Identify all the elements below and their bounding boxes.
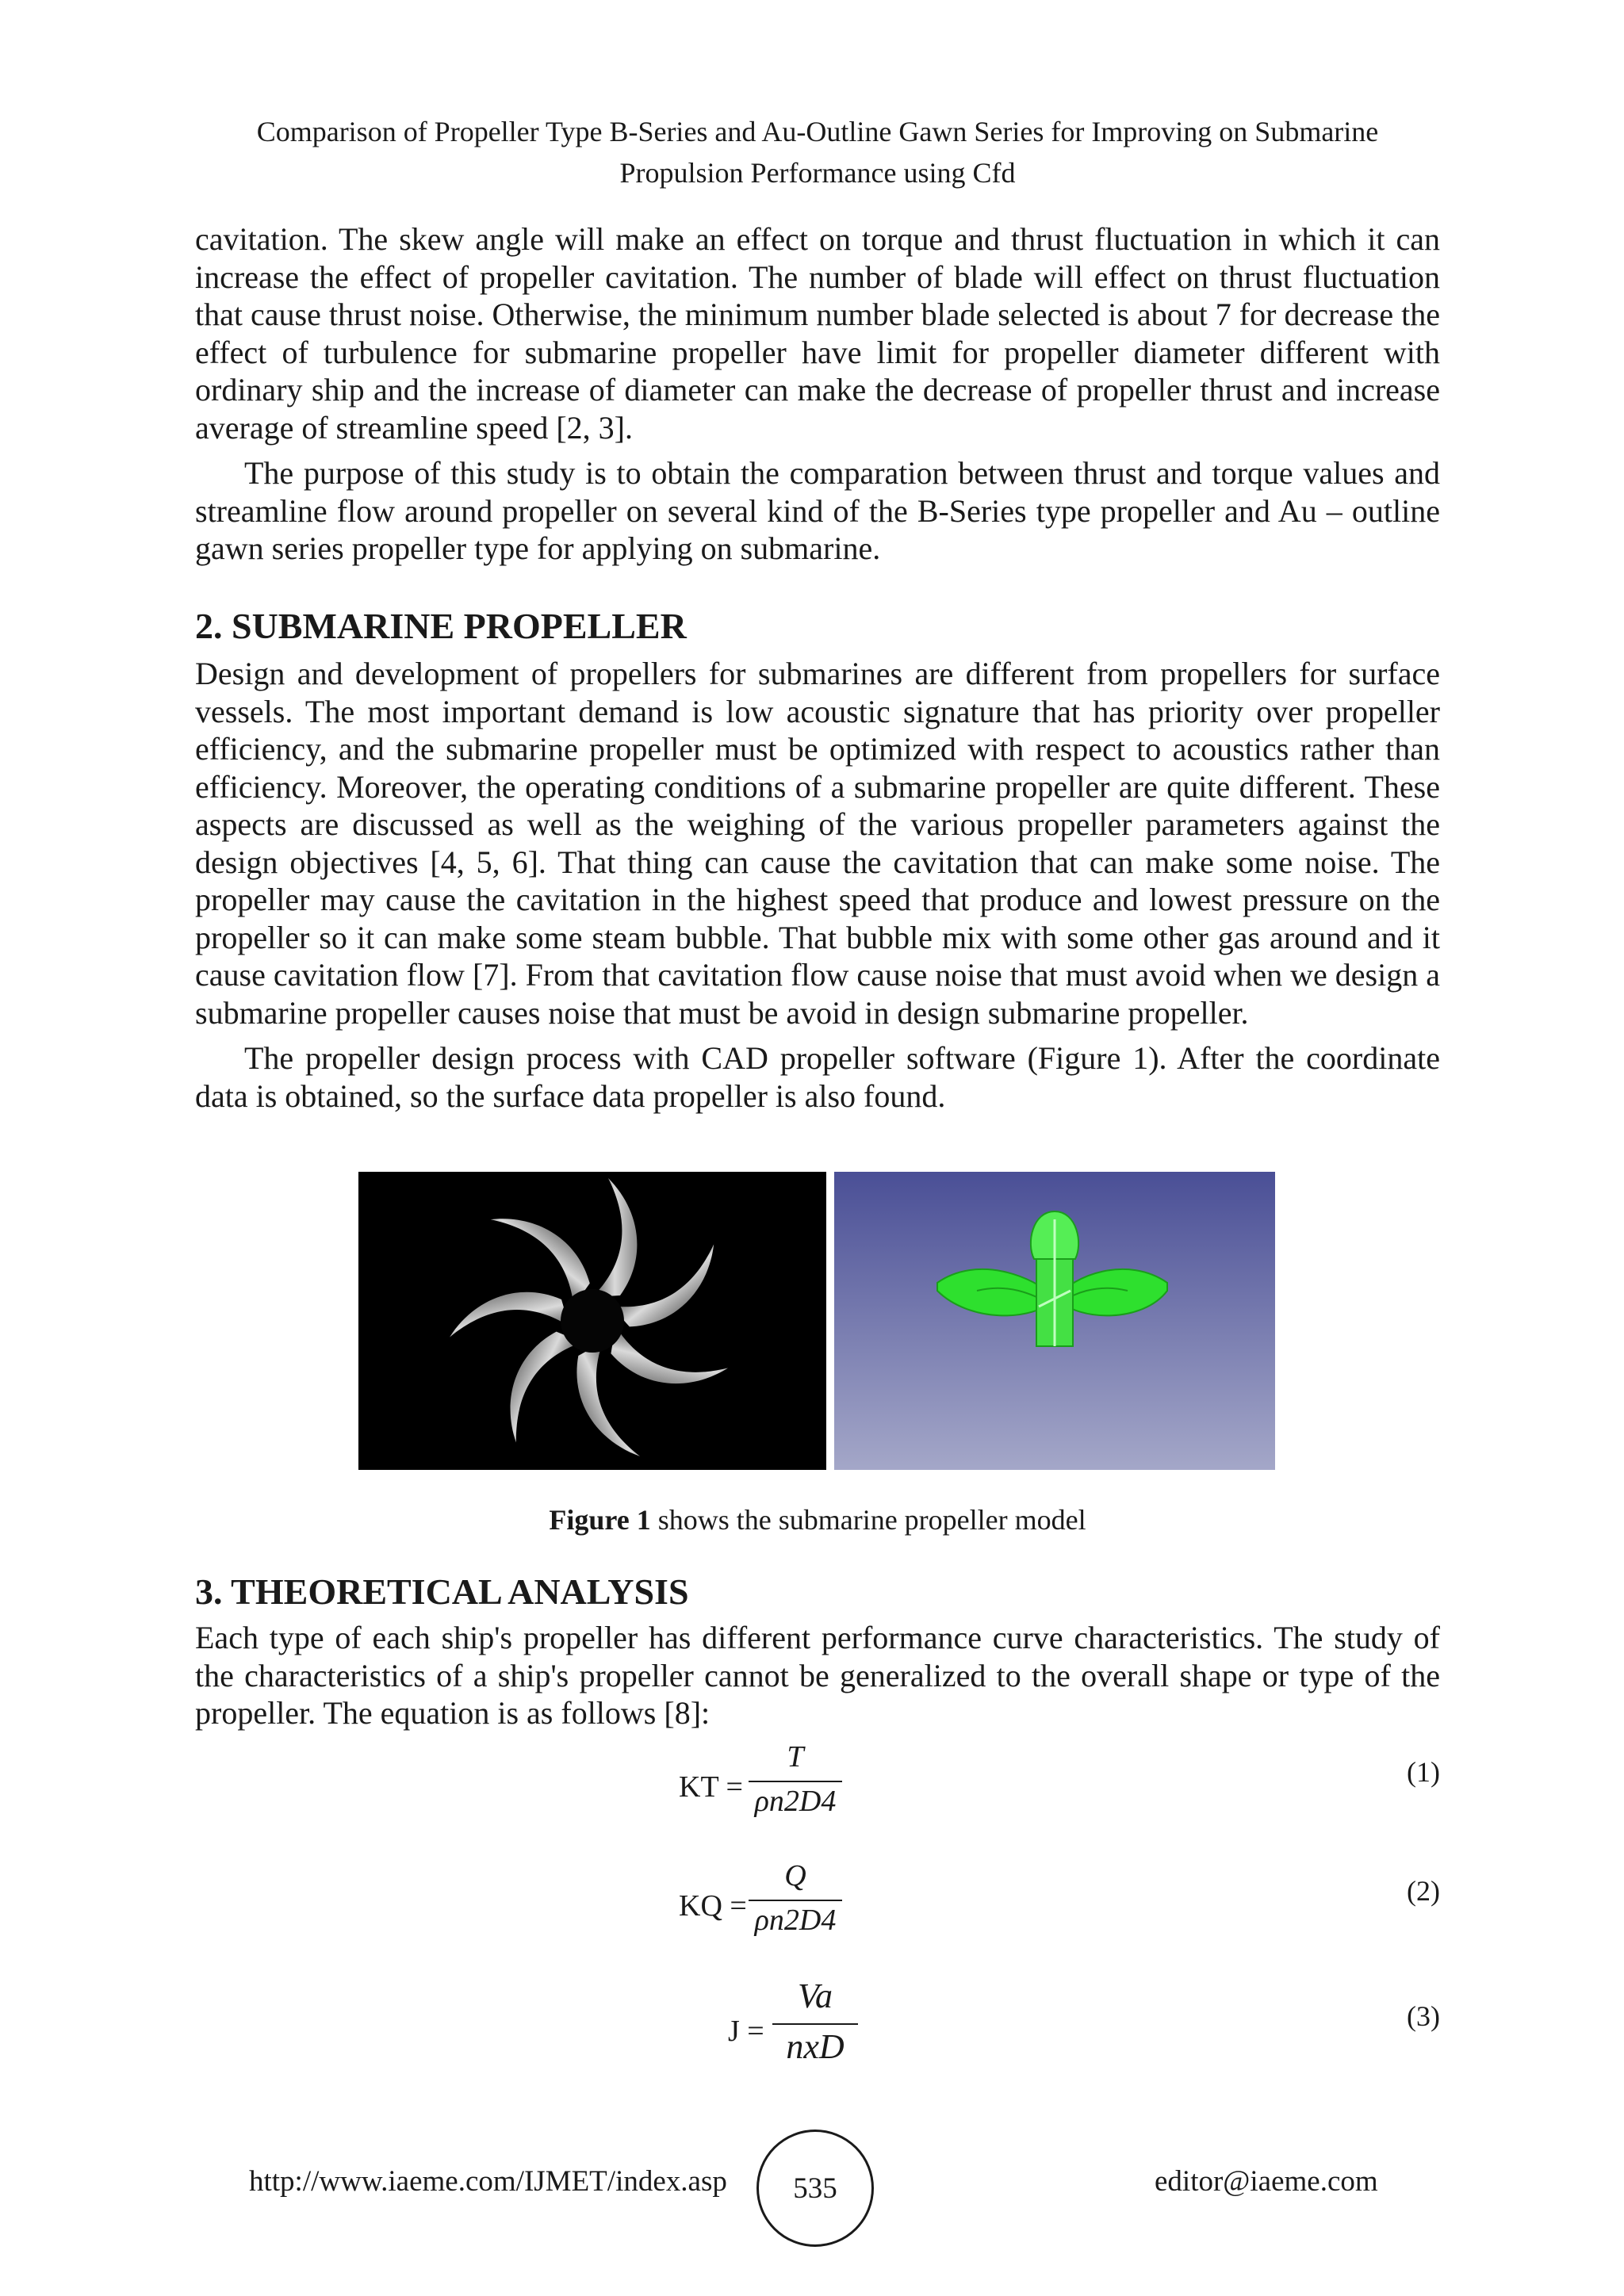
intro-text	[195, 220, 1440, 568]
figure-1-propeller-3d-render	[834, 1172, 1275, 1470]
page-number-badge	[756, 2130, 874, 2247]
propeller-blade-5	[490, 1323, 582, 1450]
running-header	[195, 111, 1440, 193]
propeller-3d-render-image	[834, 1172, 1275, 1470]
propeller-hub	[561, 1289, 624, 1353]
equation-2	[0, 1852, 1624, 1963]
propeller-front-view-image	[358, 1172, 826, 1470]
propeller-blade-1	[592, 1178, 637, 1297]
equation-2-numerator: Q	[784, 1859, 806, 1892]
running-header-line-1: Comparison of Propeller Type B-Series and Au-Outline Gawn Series for Improving on Submarine	[256, 116, 1379, 147]
equation-1-lhs: KT =	[679, 1770, 743, 1804]
section-3-text	[195, 1619, 1440, 1732]
footer-url-link[interactable]: http://www.iaeme.com/IJMET/index.asp	[249, 2165, 727, 2198]
equation-2-denominator: ρn2D4	[754, 1904, 837, 1937]
page-number: 535	[793, 2172, 837, 2205]
equation-1-numerator: T	[787, 1740, 804, 1774]
section-2-text	[195, 655, 1440, 1115]
equation-3-numerator: Va	[798, 1976, 833, 2015]
footer-email-link[interactable]: editor@iaeme.com	[1155, 2165, 1378, 2198]
running-header-line-2: Propulsion Performance using Cfd	[619, 157, 1016, 189]
equation-3-denominator: nxD	[786, 2027, 845, 2066]
equation-2-number: (2)	[1407, 1875, 1440, 1907]
equation-3-lhs: J =	[728, 2015, 764, 2048]
section-3-heading: 3. THEORETICAL ANALYSIS	[195, 1571, 689, 1612]
section-2-heading: 2. SUBMARINE PROPELLER	[195, 606, 687, 646]
figure-1-label: Figure 1	[549, 1504, 651, 1536]
intro-paragraph-2: The purpose of this study is to obtain the comparation between thrust and torque values and streamline flow around propeller on several kind of the B-Series type propeller and Au – outline gawn series propeller type for applying on submarine.	[195, 455, 1440, 566]
propeller-blade-7	[481, 1197, 601, 1307]
equation-1-denominator: ρn2D4	[754, 1785, 837, 1818]
equation-1-fraction-bar	[749, 1781, 842, 1782]
equation-3-fraction-bar	[772, 2023, 858, 2025]
propeller-blade-3	[606, 1326, 732, 1396]
figure-1-caption	[195, 1500, 1440, 1540]
section-2-paragraph-2: The propeller design process with CAD propeller software (Figure 1). After the coordinate data is obtained, so the surface data propeller is also found.	[195, 1040, 1440, 1114]
equation-3-number: (3)	[1407, 2000, 1440, 2032]
figure-1-caption-text: shows the submarine propeller model	[650, 1504, 1086, 1536]
section-3-paragraph-1: Each type of each ship's propeller has different performance curve characteristics. The study of the characteristics of a ship's propeller cannot be generalized to the overall shape or type of the propeller. The equation is as follows [8]:	[195, 1620, 1440, 1731]
figure-1-propeller-front-view	[358, 1172, 826, 1470]
section-2-paragraph-1: Design and development of propellers for submarines are different from propellers for surface vessels. The most important demand is low acoustic signature that has priority over propeller efficiency, and the submarine propeller must be optimized with respect to acoustics rather than efficiency. Moreover, the operating conditions of a submarine propeller are quite different. These aspects are discussed as well as the weighing of the various propeller parameters against the design objectives [4, 5, 6]. That thing can cause the cavitation that can make some noise. The propeller may cause the cavitation in the highest speed that produce and lowest pressure on the propeller so it can make some steam bubble. That bubble mix with some other gas around and it cause cavitation flow [7]. From that cavitation flow cause noise that must avoid when we design a submarine propeller causes noise that must be avoid in design submarine propeller.	[195, 656, 1440, 1031]
intro-paragraph-1: cavitation. The skew angle will make an effect on torque and thrust fluctuation in which it can increase the effect of propeller cavitation. The number of blade will effect on thrust fluctuation that cause thrust noise. Otherwise, the minimum number blade selected is about 7 for decrease the effect of turbulence for submarine propeller have limit for propeller diameter different with ordinary ship and the increase of diameter can make the decrease of propeller thrust and increase average of streamline speed [2, 3].	[195, 221, 1440, 446]
equation-1	[0, 1733, 1624, 1844]
equation-3	[0, 1976, 1624, 2090]
equation-2-fraction-bar	[749, 1900, 842, 1901]
equation-1-number: (1)	[1407, 1756, 1440, 1788]
equation-2-lhs: KQ =	[679, 1889, 747, 1923]
